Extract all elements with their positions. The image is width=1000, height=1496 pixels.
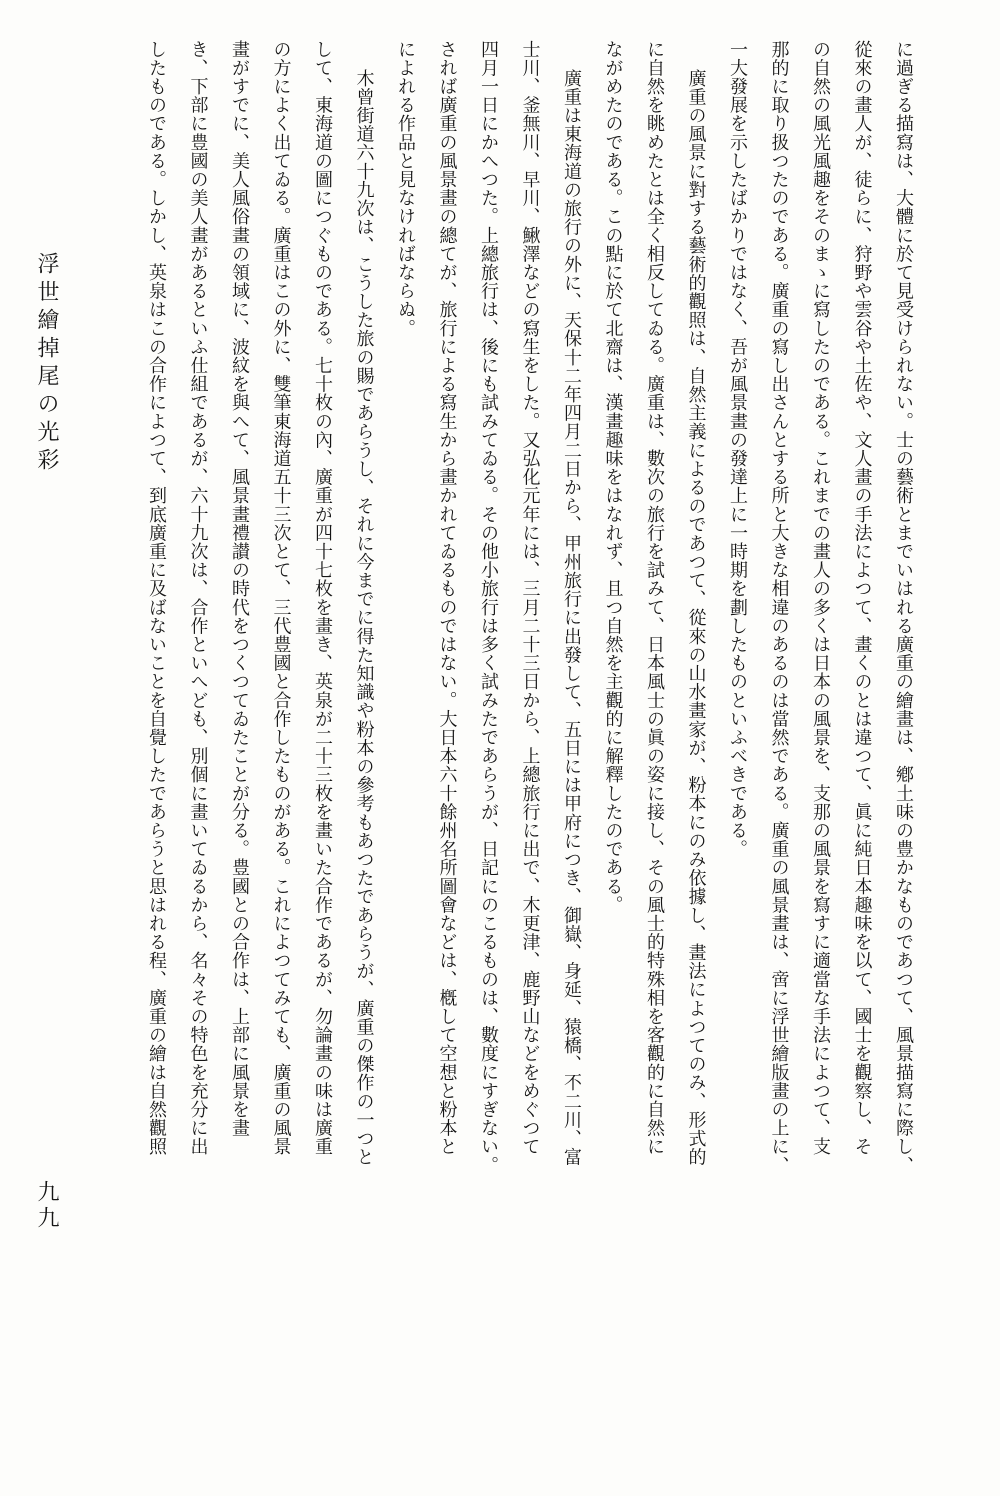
text-line: したものである。しかし、英泉はこの合作によつて、到底廣重に及ばないことを自覺したであらうと思はれる程、廣重の繪は自然觀照 bbox=[146, 40, 167, 1156]
text-line: に自然を眺めたとは全く相反してゐる。廣重は、數次の旅行を試みて、日本風士の眞の姿に接し、その風士的特殊相を客觀的に自然に bbox=[644, 40, 665, 1156]
text-line: によれる作品と見なければならぬ。 bbox=[395, 40, 416, 338]
text-line: して、東海道の圖につぐものである。七十枚の內、廣重が四十七枚を畫き、英泉が二十三枚を畫いた合作であるが、勿論畫の味は廣重 bbox=[312, 40, 333, 1156]
text-line: 廣重の風景に對する藝術的觀照は、自然主義によるのであつて、從來の山水畫家が、粉本にのみ依據し、畫法によつてのみ、形式的 bbox=[685, 69, 707, 1167]
text-line: 畫がすでに、美人風俗畫の領域に、波紋を與へて、風景畫禮讃の時代をつくつてゐたことが分る。豊國との合作は、上部に風景を畫 bbox=[229, 40, 250, 1138]
text-line: き、下部に豊國の美人畫があるといふ仕組であるが、六十九次は、合作といへども、別個に畫いてゐるから、名々その特色を充分に出 bbox=[187, 40, 209, 1156]
text-line: 那的に取り扱つたのである。廣重の寫し出さんとする所と大きな相違のあるのは當然である。廣重の風景畫は、啻に浮世繪版畫の上に、 bbox=[768, 40, 790, 1175]
text-line: 從來の畫人が、徒らに、狩野や雲谷や土佐や、文人畫の手法によつて、畫くのとは違つて、眞に純日本趣味を以て、國士を觀察し、そ bbox=[851, 40, 873, 1156]
text-line: されば廣重の風景畫の總てが、旅行による寫生から畫かれてゐるものではない。大日本六十餘州名所圖會などは、槪して空想と粉本と bbox=[436, 40, 458, 1156]
text-line: の方によく出てゐる。廣重はこの外に、雙筆東海道五十三次とて、三代豊國と合作したものがある。これによつてみても、廣重の風景 bbox=[270, 40, 292, 1156]
page-number: 九九 bbox=[34, 1180, 59, 1232]
text-line: 四月一日にかへつた。上總旅行は、後にも試みてゐる。その他小旅行は多く試みたであらうが、日記にのこるものは、數度にすぎない。 bbox=[478, 40, 499, 1175]
text-line: ながめたのである。この點に於て北齋は、漢畫趣味をはなれず、且つ自然を主觀的に解釋したのである。 bbox=[602, 40, 624, 915]
text-line: 士川、釜無川、早川、鰍澤などの寫生をした。又弘化元年には、三月二十三日から、上總旅行に出で、木更津、鹿野山などをめぐつて bbox=[519, 40, 541, 1156]
running-head: 浮世繪掉尾の光彩 bbox=[34, 252, 59, 476]
body-text-column bbox=[136, 40, 925, 1480]
text-line: の自然の風光風趣をそのまゝに寫したのである。これまでの畫人の多くは日本の風景を、支那の風景を寫すに適當な手法によつて、支 bbox=[810, 40, 831, 1156]
text-line: に過ぎる描寫は、大體に於て見受けられない。士の藝術とまでいはれる廣重の繪畫は、鄕土味の豊かなものであつて、風景描寫に際し、 bbox=[893, 40, 914, 1175]
text-line: 木曾街道六十九次は、こうした旅の賜であらうし、それに今までに得た知識や粉本の參考もあつたであらうが、廣重の傑作の一つと bbox=[353, 69, 375, 1167]
text-line: 一大發展を示したばかりではなく、吾が風景畫の發達上に一時期を劃したものといふべきである。 bbox=[727, 40, 748, 859]
text-line: 廣重は東海道の旅行の外に、天保十二年四月二日から、甲州旅行に出發して、五日には甲府につき、御嶽、身延、猿橋、不二川、富 bbox=[561, 69, 582, 1167]
